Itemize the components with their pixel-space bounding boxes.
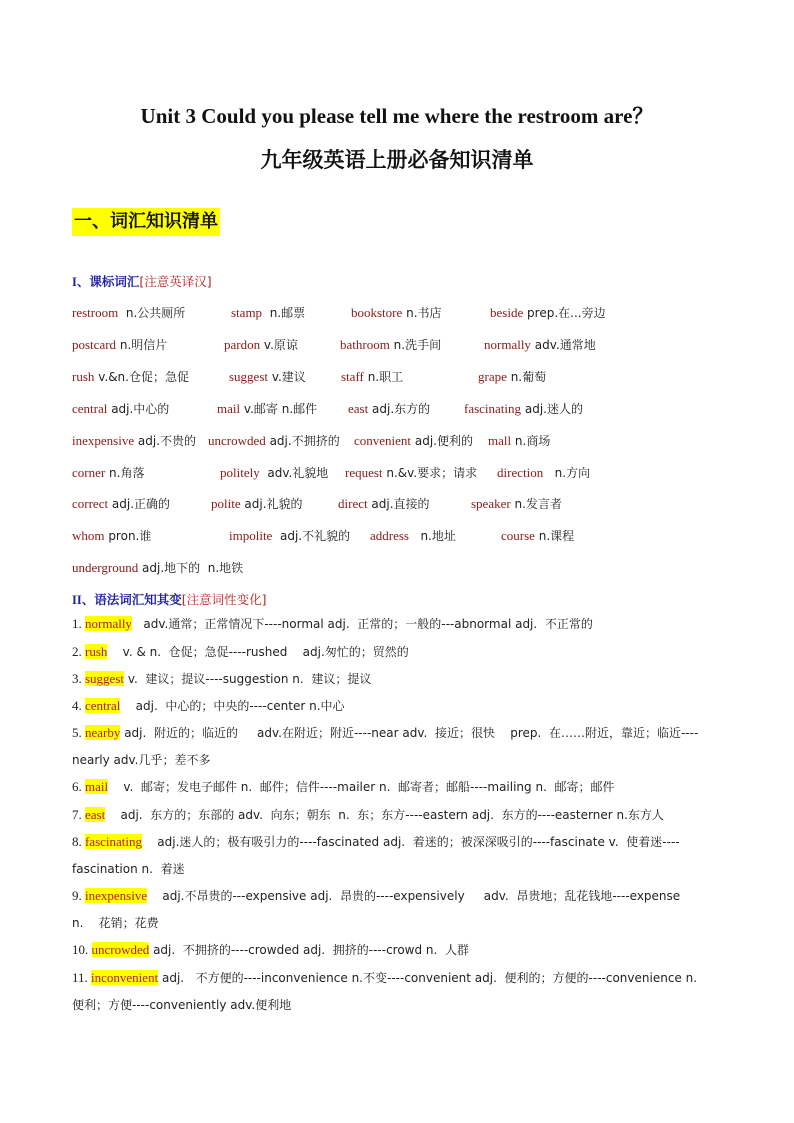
vocab-entry [497, 464, 590, 481]
vocab-meaning: n.书店 [402, 306, 442, 320]
vocab-word: grape [478, 368, 507, 384]
grammar-line [72, 833, 680, 850]
grammar-keyword: mail [85, 779, 109, 794]
vocab-entry [488, 432, 550, 449]
vocab-entry [484, 336, 596, 353]
part2-note: [注意词性变化] [181, 592, 267, 607]
vocab-entry [72, 495, 170, 512]
grammar-detail: adj. 附近的；临近的 adv.在附近；附近----near adv. 接近；很快 prep. 在……附近，靠近；临近---- [120, 726, 699, 740]
page-title: Unit 3 Could you please tell me where the restroom are？ [140, 104, 654, 128]
vocab-word: underground [72, 560, 139, 576]
vocab-meaning: prep.在...旁边 [523, 306, 606, 320]
grammar-number: 5. [72, 725, 85, 740]
part2-heading [72, 590, 267, 608]
grammar-detail: n. 花销；花费 [72, 916, 159, 930]
grammar-line [72, 751, 210, 768]
grammar-number: 3. [72, 671, 85, 686]
grammar-line [72, 996, 291, 1013]
vocab-meaning: n.职工 [363, 369, 404, 384]
grammar-keyword: uncrowded [91, 942, 150, 957]
vocab-meaning: adj.便利的 [411, 433, 473, 448]
grammar-detail: adj.不昂贵的---expensive adj. 昂贵的----expensively adv. 昂贵地；乱花钱地----expense [147, 889, 681, 903]
vocab-meaning: adj.直接的 [367, 497, 430, 512]
vocab-meaning: n.葡萄 [506, 369, 547, 384]
vocab-meaning: n.地址 [409, 529, 456, 544]
vocab-entry [72, 527, 151, 544]
vocab-entry [72, 368, 189, 385]
vocab-meaning: adj.中心的 [107, 401, 170, 416]
vocab-entry [229, 527, 350, 544]
vocab-entry [501, 527, 574, 544]
grammar-line [72, 860, 185, 877]
vocab-meaning: adj.不贵的 [134, 433, 197, 448]
grammar-line [72, 941, 469, 958]
vocab-meaning: v.建议 [268, 369, 306, 384]
vocab-word: speaker [471, 496, 511, 512]
vocab-entry [231, 304, 305, 321]
vocab-word: rush [72, 368, 95, 384]
grammar-line [72, 914, 159, 931]
vocab-word: pardon [224, 336, 261, 352]
grammar-detail: adv.通常；正常情况下----normal adj. 正常的；一般的---abnormal adj. 不正常的 [131, 617, 593, 631]
vocab-meaning: n.课程 [534, 529, 575, 544]
vocab-meaning: adj.礼貌的 [240, 497, 303, 512]
vocab-word: uncrowded [208, 432, 266, 448]
grammar-detail: adj.迷人的；极有吸引力的----fascinated adj. 着迷的；被深深吸引的----fascinate v. 使着迷---- [142, 835, 680, 849]
grammar-keyword: normally [85, 616, 132, 631]
grammar-line [72, 724, 698, 741]
grammar-line [72, 806, 664, 823]
vocab-word: fascinating [464, 400, 522, 416]
vocab-meaning: n.发言者 [510, 497, 562, 512]
vocab-meaning: n.角落 [105, 465, 145, 480]
vocab-row [0, 336, 794, 356]
grammar-detail: fascination n. 着迷 [72, 862, 185, 876]
part1-label: 课标词汇 [89, 274, 140, 289]
vocab-entry [208, 432, 340, 449]
grammar-line [72, 778, 615, 795]
vocab-entry [72, 400, 169, 417]
vocab-word: mail [217, 400, 241, 416]
vocab-meaning: n.邮票 [262, 306, 306, 320]
vocab-entry [72, 432, 196, 449]
grammar-keyword: east [85, 807, 106, 822]
vocab-row [0, 464, 794, 484]
vocab-meaning: adj.东方的 [368, 401, 431, 416]
section-heading-vocabulary: 一、词汇知识清单 [72, 208, 220, 236]
grammar-number: 2. [72, 644, 85, 659]
vocab-meaning: adv.礼貌地 [259, 465, 329, 480]
vocab-meaning: v.原谅 [260, 337, 298, 352]
vocab-entry [220, 464, 328, 481]
vocab-meaning: v.&n.仓促；急促 [94, 369, 189, 384]
vocab-word: mall [488, 432, 512, 448]
vocab-meaning: adj.地下的 n.地铁 [138, 561, 244, 576]
part1-separator: 、 [76, 274, 90, 289]
vocab-meaning: adj.迷人的 [521, 401, 583, 416]
vocab-word: bathroom [340, 336, 390, 352]
vocab-word: request [345, 464, 383, 480]
vocab-entry [341, 368, 403, 385]
vocab-entry [72, 304, 185, 321]
vocab-entry [224, 336, 298, 353]
grammar-line [72, 697, 345, 714]
grammar-number: 7. [72, 807, 85, 822]
grammar-keyword: fascinating [85, 834, 143, 849]
vocab-word: whom [72, 528, 105, 544]
vocab-entry [490, 304, 606, 321]
vocab-row [0, 400, 794, 420]
vocab-word: normally [484, 336, 531, 352]
vocab-entry [348, 400, 430, 417]
vocab-word: course [501, 528, 535, 544]
grammar-keyword: suggest [85, 671, 124, 686]
vocab-word: postcard [72, 336, 117, 352]
grammar-detail: adj. 不拥挤的----crowded adj. 拥挤的----crowd n. 人群 [149, 943, 469, 957]
grammar-detail: nearly adv.几乎；差不多 [72, 753, 211, 767]
grammar-detail: adj. 中心的；中央的----center n.中心 [120, 699, 345, 713]
vocab-word: direction [497, 464, 544, 480]
vocab-word: inexpensive [72, 432, 135, 448]
grammar-detail: v. 建议；提议----suggestion n. 建议；提议 [124, 672, 372, 686]
vocab-word: corner [72, 464, 106, 480]
vocab-entry [229, 368, 306, 385]
vocab-entry [354, 432, 473, 449]
grammar-keyword: inexpensive [85, 888, 148, 903]
vocab-entry [471, 495, 562, 512]
vocab-meaning: n.洗手间 [389, 337, 442, 352]
vocab-word: correct [72, 496, 109, 512]
vocab-word: address [370, 528, 409, 544]
grammar-line [72, 670, 371, 687]
vocab-row [0, 304, 794, 324]
vocab-entry [351, 304, 442, 321]
grammar-line [72, 643, 409, 660]
vocab-entry [72, 464, 144, 481]
vocab-entry [478, 368, 546, 385]
vocab-row [0, 495, 794, 515]
part1-note: [注意英译汉] [139, 274, 212, 289]
grammar-number: 9. [72, 888, 85, 903]
grammar-line [72, 887, 680, 904]
vocab-entry [217, 400, 317, 417]
vocab-word: suggest [229, 368, 268, 384]
vocab-word: convenient [354, 432, 412, 448]
vocab-meaning: n.商场 [511, 433, 551, 448]
grammar-line [72, 615, 593, 632]
vocab-meaning: pron.谁 [104, 529, 152, 544]
vocab-entry [72, 559, 243, 576]
vocab-entry [370, 527, 456, 544]
vocab-word: restroom [72, 305, 119, 320]
part2-separator: 、 [81, 592, 95, 607]
grammar-keyword: central [85, 698, 121, 713]
vocab-word: politely [220, 464, 260, 480]
vocab-meaning: adj.不礼貌的 [272, 529, 351, 544]
vocab-word: direct [338, 496, 368, 512]
grammar-keyword: inconvenient [91, 970, 159, 985]
vocab-entry [338, 495, 430, 512]
vocab-entry [72, 336, 167, 353]
vocab-row [0, 368, 794, 388]
vocab-word: stamp [231, 305, 263, 320]
vocab-word: polite [211, 496, 241, 512]
part1-heading [72, 272, 212, 290]
grammar-detail: adj. 东方的；东部的 adv. 向东；朝东 n. 东；东方----eastern adj. 东方的----easterner n.东方人 [105, 808, 664, 822]
vocab-entry [340, 336, 441, 353]
grammar-number: 1. [72, 616, 85, 631]
grammar-detail: v. & n. 仓促；急促----rushed adj.匆忙的；贸然的 [107, 645, 409, 659]
page-subtitle: 九年级英语上册必备知识清单 [260, 148, 534, 172]
vocab-word: impolite [229, 528, 273, 544]
vocab-meaning: n.公共厕所 [118, 306, 186, 320]
part1-number: I [72, 275, 77, 289]
vocab-row [0, 432, 794, 452]
vocab-meaning: adv.通常地 [530, 337, 596, 352]
vocab-meaning: n.明信片 [116, 337, 168, 352]
grammar-keyword: rush [85, 644, 108, 659]
grammar-number: 8. [72, 834, 85, 849]
vocab-word: central [72, 400, 108, 416]
part2-number: II [72, 593, 82, 607]
vocab-word: staff [341, 368, 364, 384]
vocab-meaning: adj.不拥挤的 [265, 433, 340, 448]
vocab-word: beside [490, 305, 524, 320]
vocab-meaning: v.邮寄 n.邮件 [240, 401, 318, 416]
part2-label: 语法词汇知其变 [94, 592, 182, 607]
grammar-keyword: nearby [85, 725, 121, 740]
vocab-row [0, 559, 794, 579]
grammar-number: 6. [72, 779, 85, 794]
vocab-meaning: adj.正确的 [108, 497, 171, 512]
grammar-number: 4. [72, 698, 85, 713]
vocab-row [0, 527, 794, 547]
vocab-word: east [348, 400, 369, 416]
grammar-detail: v. 邮寄；发电子邮件 n. 邮件；信件----mailer n. 邮寄者；邮船----mailing n. 邮寄；邮件 [108, 780, 615, 794]
vocab-entry [345, 464, 477, 481]
grammar-number: 11. [72, 970, 92, 985]
grammar-detail: 便利；方便----conveniently adv.便利地 [72, 998, 292, 1012]
vocab-meaning: n.&v.要求；请求 [382, 465, 478, 480]
grammar-number: 10. [72, 942, 92, 957]
grammar-line [72, 969, 697, 986]
vocab-word: bookstore [351, 305, 403, 320]
vocab-meaning: n.方向 [543, 465, 591, 480]
grammar-detail: adj. 不方便的----inconvenience n.不变----convenient adj. 便利的；方便的----convenience n. [158, 971, 698, 985]
vocab-entry [464, 400, 583, 417]
vocab-entry [211, 495, 303, 512]
